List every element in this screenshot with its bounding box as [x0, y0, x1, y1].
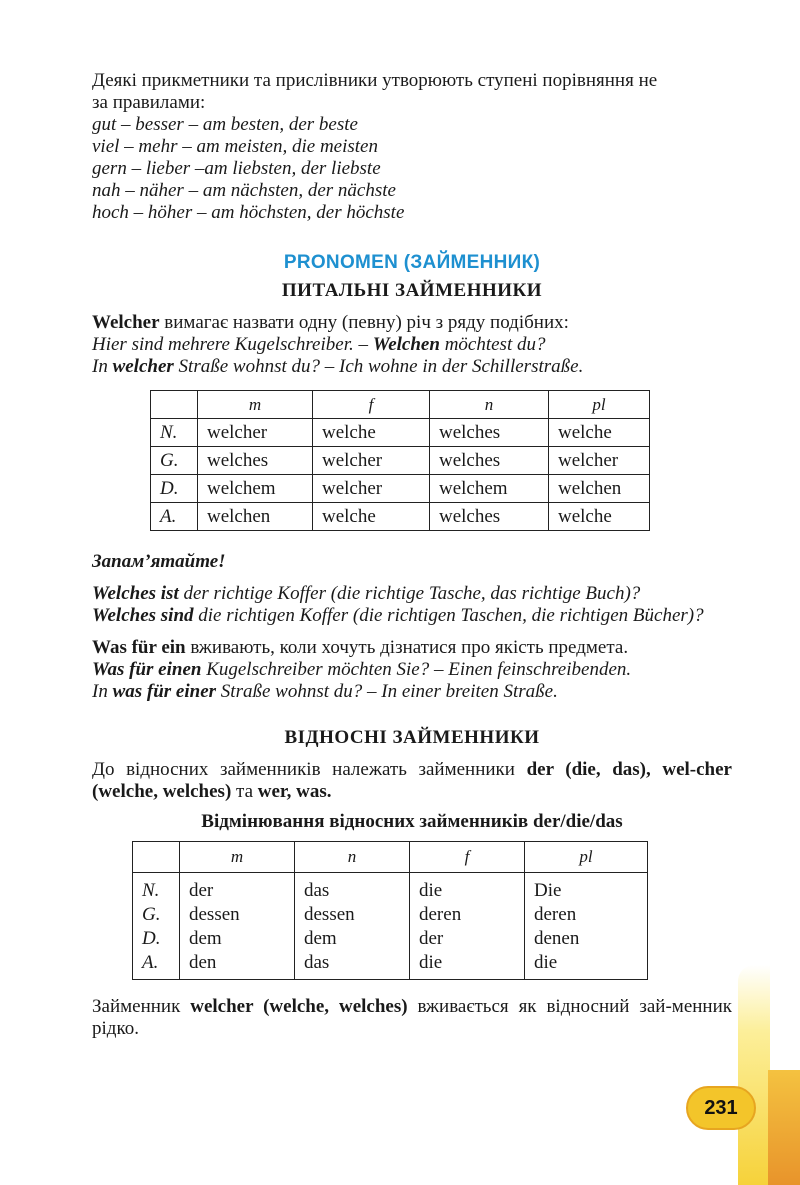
table-column: der dessen dem den — [180, 873, 295, 980]
intro-line: Деякі прикметники та прислівники утворюють ступені порівняння не — [92, 70, 658, 91]
table-cell: welchen — [549, 475, 650, 503]
case-label: N. — [151, 419, 198, 447]
table-cell: welchen — [198, 503, 313, 531]
interrogative-heading: ПИТАЛЬНІ ЗАЙМЕННИКИ — [281, 280, 543, 301]
remember-line-1: Welches ist der richtige Koffer (die richtige Tasche, das richtige Buch)? — [92, 583, 641, 604]
table-cell: welcher — [549, 447, 650, 475]
table-row — [151, 475, 650, 503]
table-cell: welchem — [430, 475, 549, 503]
example-line: gern – lieber –am liebsten, der liebste — [92, 158, 381, 179]
table-column: die deren der die — [410, 873, 525, 980]
relative-note: Займенник welcher (welche, welches) вживається як відносний зай-менник рідко. — [92, 996, 732, 1039]
was-fuer-rule: Was für ein вживають, коли хочуть дізнатися про якість предмета. — [92, 637, 629, 658]
welcher-example-2: In welcher Straße wohnst du? – Ich wohne in der Schillerstraße. — [92, 356, 584, 377]
table-cell: welches — [430, 447, 549, 475]
relative-table-caption: Відмінювання відносних займенників der/die/das — [201, 811, 623, 832]
table-cell: welcher — [313, 475, 430, 503]
column-header: n — [295, 842, 410, 873]
welcher-term: Welcher — [92, 312, 160, 333]
example-line: nah – näher – am nächsten, der nächste — [92, 180, 396, 201]
intro-line: за правилами: — [92, 92, 206, 113]
table-cell: welches — [198, 447, 313, 475]
table-row — [151, 419, 650, 447]
table-header-row — [151, 391, 650, 419]
table-column: Die deren denen die — [525, 873, 648, 980]
table-cell: welche — [549, 503, 650, 531]
section-title: PRONOMEN (ЗАЙМЕННИК) — [283, 252, 541, 273]
column-header: n — [430, 391, 549, 419]
table-cell: welcher — [198, 419, 313, 447]
table-cell: welche — [313, 503, 430, 531]
page-content — [92, 70, 732, 1040]
comparison-examples — [92, 114, 732, 224]
example-line: hoch – höher – am höchsten, der höchste — [92, 202, 405, 223]
example-line: viel – mehr – am meisten, die meisten — [92, 136, 378, 157]
column-header: f — [410, 842, 525, 873]
decorative-page-edge — [768, 1070, 800, 1185]
column-header: pl — [549, 391, 650, 419]
case-label: G. — [151, 447, 198, 475]
table-cell: welches — [430, 503, 549, 531]
case-labels: N. G. D. A. — [133, 873, 180, 980]
column-header: pl — [525, 842, 648, 873]
column-header: m — [180, 842, 295, 873]
welcher-declension-table — [150, 390, 650, 531]
relative-paragraph: До відносних займенників належать займенники der (die, das), wel-cher (welche, welches) та wer, was. — [92, 759, 732, 802]
table-cell: welchem — [198, 475, 313, 503]
case-label: D. — [151, 475, 198, 503]
page-number-badge: 231 — [686, 1086, 756, 1130]
was-fuer-example-1: Was für einen Kugelschreiber möchten Sie? – Einen feinschreibenden. — [92, 659, 632, 680]
case-label: A. — [151, 503, 198, 531]
column-header: f — [313, 391, 430, 419]
table-row — [133, 873, 648, 980]
example-line: gut – besser – am besten, der beste — [92, 114, 358, 135]
table-row — [151, 447, 650, 475]
table-cell: welche — [549, 419, 650, 447]
table-cell: welches — [430, 419, 549, 447]
table-cell: welcher — [313, 447, 430, 475]
welcher-rule: Welcher вимагає назвати одну (певну) річ з ряду подібних: — [92, 312, 569, 333]
remember-line-2: Welches sind die richtigen Koffer (die richtigen Taschen, die richtigen Bücher)? — [92, 605, 704, 626]
welcher-example-1: Hier sind mehrere Kugelschreiber. – Welchen möchtest du? — [92, 334, 546, 355]
column-header: m — [198, 391, 313, 419]
decorative-side-band — [738, 965, 770, 1185]
relative-heading: ВІДНОСНІ ЗАЙМЕННИКИ — [284, 727, 540, 748]
remember-title: Запам’ятайте! — [92, 551, 226, 572]
table-row — [151, 503, 650, 531]
table-column: das dessen dem das — [295, 873, 410, 980]
was-fuer-example-2: In was für einer Straße wohnst du? – In einer breiten Straße. — [92, 681, 558, 702]
table-header-row — [133, 842, 648, 873]
table-cell: welche — [313, 419, 430, 447]
relative-declension-table — [132, 841, 648, 980]
